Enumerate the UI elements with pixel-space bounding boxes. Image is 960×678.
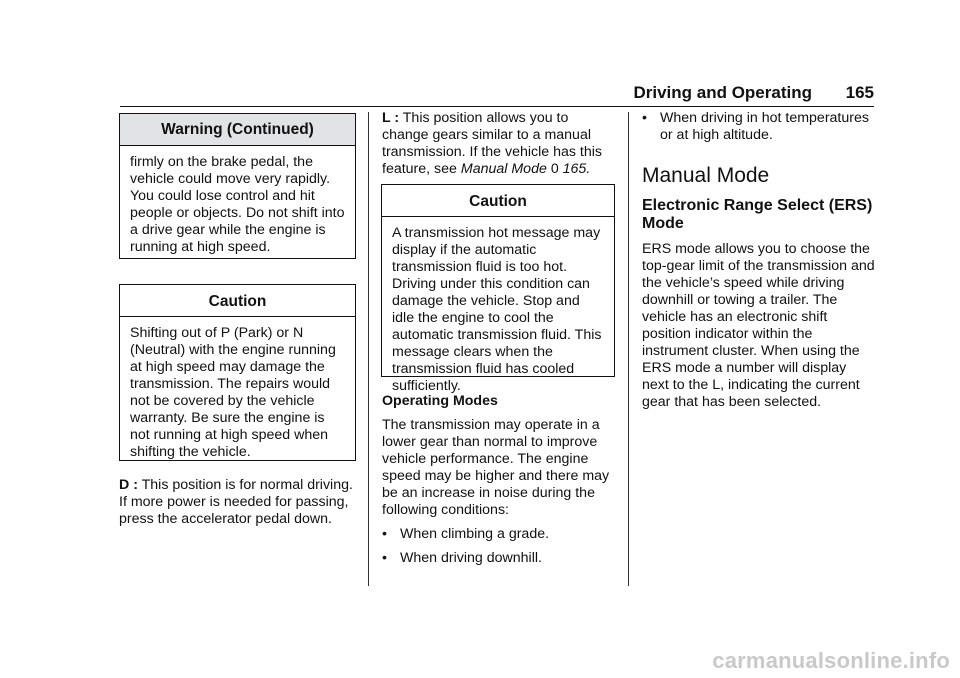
caution-box-text: A transmission hot message may display if the automatic transmission fluid is too hot. Driving under this condition can damage the vehicle. Stop and idle the engine to cool the automatic transmission fluid. This message clears when the transmission fluid has cooled sufficiently. bbox=[392, 225, 602, 394]
bullet-marker: • bbox=[642, 110, 647, 126]
bullet-text: When driving in hot temperatures or at high altitude. bbox=[660, 110, 869, 143]
warning-continued-box bbox=[119, 113, 356, 259]
d-text: This position is for normal driving. If more power is needed for passing, press the accelerator pedal down. bbox=[119, 477, 353, 527]
caution-box-title: Caution bbox=[382, 185, 614, 217]
caution-box-hot-fluid bbox=[381, 184, 615, 394]
xref-page[interactable]: 165. bbox=[562, 161, 591, 177]
column-divider-right bbox=[628, 112, 629, 586]
bullet-marker: • bbox=[382, 526, 387, 542]
page-header bbox=[120, 82, 874, 107]
caution-box-text: Shifting out of P (Park) or N (Neutral) with the engine running at high speed may damage the transmission. The repairs would not be covered by the vehicle warranty. Be sure the engine is not running at high speed when shifting the vehicle. bbox=[130, 325, 336, 460]
l-text: This position allows you to change gears similar to a manual transmission. If the vehicle has this feature, see bbox=[382, 110, 603, 177]
l-label: L : bbox=[382, 110, 400, 126]
operating-modes-heading: Operating Modes bbox=[382, 393, 498, 409]
d-position-paragraph bbox=[119, 477, 356, 528]
d-label: D : bbox=[119, 477, 138, 493]
xref-symbol: 0 bbox=[550, 161, 559, 177]
warning-box-text: firmly on the brake pedal, the vehicle could move very rapidly. You could lose control and hit people or objects. Do not shift into a drive gear while the engine is running at high speed. bbox=[130, 154, 345, 255]
caution-box-park bbox=[119, 284, 356, 461]
bullet-text: When driving downhill. bbox=[400, 550, 542, 566]
right-column bbox=[642, 110, 876, 411]
list-item bbox=[382, 526, 616, 543]
list-item bbox=[642, 110, 876, 144]
ers-mode-title: Electronic Range Select (ERS) Mode bbox=[642, 197, 873, 232]
operating-modes-section bbox=[382, 393, 616, 567]
manual-mode-xref[interactable]: Manual Mode bbox=[460, 161, 547, 177]
section-title: Driving and Operating bbox=[633, 83, 812, 102]
manual-mode-title: Manual Mode bbox=[642, 164, 770, 187]
watermark-text: carmanualsonline.info bbox=[712, 648, 950, 673]
column-divider-left bbox=[368, 112, 369, 586]
bullet-text: When climbing a grade. bbox=[400, 526, 550, 542]
ers-mode-body: ERS mode allows you to choose the top-gear limit of the transmission and the vehicle’s speed while driving downhill or towing a trailer. The vehicle has an electronic shift position indicator within the instrument cluster. When using the ERS mode a number will display next to the L, indicating the current gear that has been selected. bbox=[642, 241, 875, 410]
operating-modes-intro: The transmission may operate in a lower gear than normal to improve vehicle performance. The engine speed may be higher and there may be an increase in noise during the following conditions: bbox=[382, 417, 610, 518]
warning-box-title: Warning (Continued) bbox=[120, 114, 355, 146]
caution-box-title: Caution bbox=[120, 285, 355, 317]
bullet-marker: • bbox=[382, 550, 387, 566]
list-item bbox=[382, 550, 616, 567]
l-position-paragraph bbox=[382, 110, 616, 178]
page-number: 165 bbox=[845, 83, 874, 102]
